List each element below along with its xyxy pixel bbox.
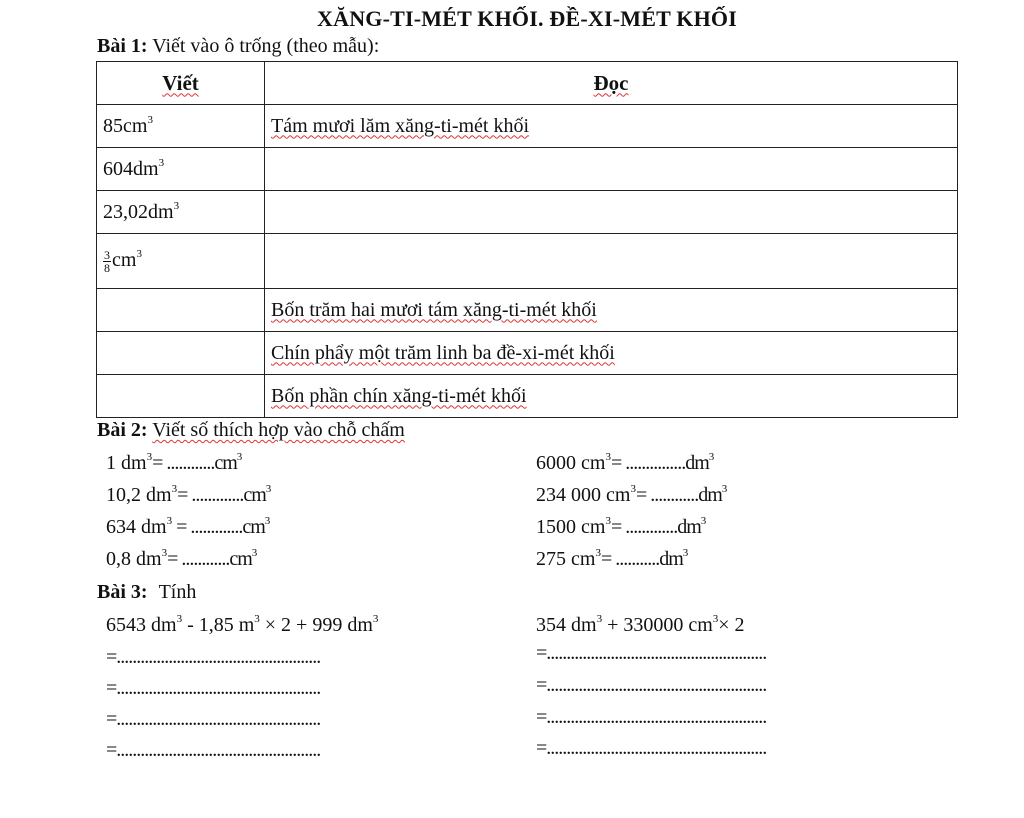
conversion-item[interactable]: 634 $dm^3 = .............cm^3$ [106,515,271,538]
table-row [97,289,958,332]
conversion-item[interactable]: 6000 $cm^3= ...............dm^3$ [536,451,715,474]
cell-read: Bốn trăm hai mươi tám xăng-ti-mét khối [265,289,958,332]
cell-read-empty[interactable] [265,191,958,234]
answer-line[interactable]: =................................................... [106,677,321,699]
cell-read-empty[interactable] [265,148,958,191]
page-title: XĂNG-TI-MÉT KHỐI. ĐỀ-XI-MÉT KHỐI [317,6,737,31]
conversion-item[interactable]: 275 $cm^3= ...........dm^3$ [536,547,689,570]
cell-read-empty[interactable] [265,234,958,289]
conversion-item[interactable]: 1 $dm^3= ............cm^3$ [106,451,243,474]
exercise-1-heading [97,35,379,58]
table-row [97,332,958,375]
expression-right: 354 $dm^3 + 330000$ $cm^3\times 2$ [536,613,745,636]
exercise-3-label: Bài 3: [97,581,148,603]
exercise-3-instruction: Tính [158,581,197,603]
cell-write-empty[interactable] [97,332,265,375]
answer-line[interactable]: =................................................... [106,646,321,668]
answer-line[interactable]: =....................................................... [536,706,767,728]
expression-left: 6543 $dm^3 - 1,85$ $m^3 \times 2 + 999$ $dm^3$ [106,613,379,636]
cell-read: Bốn phần chín xăng-ti-mét khối [265,375,958,418]
answer-line[interactable]: =....................................................... [536,674,767,696]
conversion-item[interactable]: 1500 $cm^3= .............dm^3$ [536,515,707,538]
table-row [97,234,958,289]
fraction: $\frac{3}{8}$ [104,247,110,275]
table-row [97,105,958,148]
table-row [97,191,958,234]
table-row [97,148,958,191]
exercise-1-label: Bài 1: [97,35,148,57]
cell-write: $604dm^3$ [97,148,265,191]
cell-write: $23,02dm^3$ [97,191,265,234]
exercise-3-heading [97,581,196,604]
exercise-2-label: Bài 2: [97,419,148,441]
conversion-item[interactable]: 234 000 $cm^3= ............dm^3$ [536,483,728,506]
column-header-read: Đọc [265,62,958,105]
table-header-row [97,62,958,105]
exercise-1-table [96,61,958,418]
column-header-write: Viết [97,62,265,105]
exercise-1-instruction: Viết vào ô trống (theo mẫu): [152,35,380,57]
exercise-2-instruction: Viết số thích hợp vào chỗ chấm [152,419,405,441]
cell-write-empty[interactable] [97,289,265,332]
cell-write-empty[interactable] [97,375,265,418]
conversion-item[interactable]: 10,2 $dm^3= .............cm^3$ [106,483,272,506]
conversion-item[interactable]: 0,8 $dm^3= ............cm^3$ [106,547,258,570]
exercise-2-heading [97,419,405,442]
answer-line[interactable]: =....................................................... [536,737,767,759]
cell-write: $85cm^3$ [97,105,265,148]
table-row [97,375,958,418]
cell-write: $\frac{3}{8}$ $cm^3$ [97,234,265,289]
answer-line[interactable]: =....................................................... [536,642,767,664]
answer-line[interactable]: =................................................... [106,708,321,730]
cell-read: Chín phẩy một trăm linh ba đề-xi-mét khối [265,332,958,375]
cell-read: Tám mươi lăm xăng-ti-mét khối [265,105,958,148]
answer-line[interactable]: =................................................... [106,739,321,761]
